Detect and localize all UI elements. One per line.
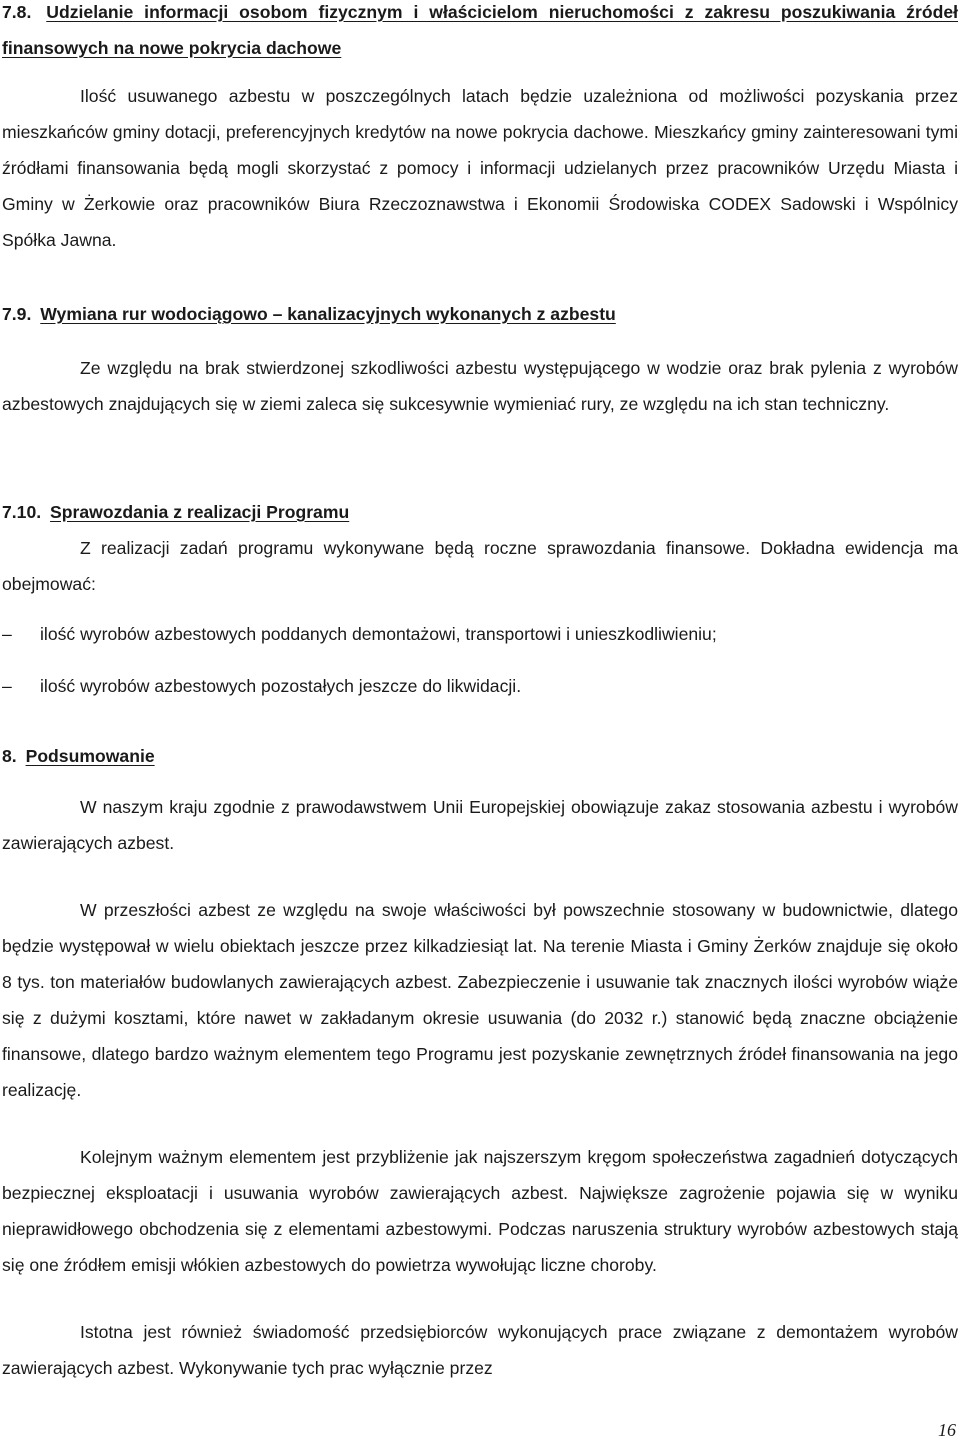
- section-8-body: [2, 789, 958, 1386]
- section-number: 7.8.: [2, 2, 32, 22]
- section-title: Wymiana rur wodociągowo – kanalizacyjnych wykonanych z azbestu: [40, 304, 616, 324]
- section-8: [2, 738, 958, 774]
- section-heading: [2, 0, 958, 66]
- page-number: 16: [938, 1420, 956, 1440]
- list-item-text: ilość wyrobów azbestowych poddanych demontażowi, transportowi i unieszkodliwieniu;: [40, 624, 717, 644]
- paragraph: Istotna jest również świadomość przedsiębiorców wykonujących prace związane z demontażem wyrobów zawierających azbest. Wykonywanie tych prac wyłącznie przez: [2, 1322, 958, 1378]
- paragraph: Ze względu na brak stwierdzonej szkodliwości azbestu występującego w wodzie oraz brak pylenia z wyrobów azbestowych znajdujących się w ziemi zaleca się sukcesywnie wymieniać rury, ze względu na ich stan techniczny.: [2, 358, 958, 414]
- section-number: 7.9.: [2, 304, 32, 324]
- paragraph: W naszym kraju zgodnie z prawodawstwem Unii Europejskiej obowiązuje zakaz stosowania azbestu i wyrobów zawierających azbest.: [2, 797, 958, 853]
- section-number: 7.10.: [2, 502, 42, 522]
- dash-marker: –: [2, 676, 12, 696]
- section-heading: [2, 494, 958, 530]
- section-7-9: [2, 296, 958, 332]
- section-number: 8.: [2, 746, 17, 766]
- paragraph: Ilość usuwanego azbestu w poszczególnych latach będzie uzależniona od możliwości pozyskania przez mieszkańców gminy dotacji, preferencyjnych kredytów na nowe pokrycia dachowe. Mieszkańcy gminy zainteresowani tymi źródłami finansowania będą mogli skorzystać z pomocy i informacji udzielanych przez pracowników Urzędu Miasta i Gminy w Żerkowie oraz pracowników Biura Rzeczoznawstwa i Ekonomii Środowiska CODEX Sadowski i Wspólnicy Spółka Jawna.: [2, 86, 958, 250]
- paragraph: W przeszłości azbest ze względu na swoje właściwości był powszechnie stosowany w budownictwie, dlatego będzie występował w wielu obiektach jeszcze przez kilkadziesiąt lat. Na terenie Miasta i Gminy Żerków znajduje się około 8 tys. ton materiałów budowlanych zawierających azbest. Zabezpieczenie i usuwanie tak znacznych ilości wyrobów wiąże się z dużymi kosztami, które nawet w zakładanym okresie usuwania (do 2032 r.) stanowić będą znaczne obciążenie finansowe, dlatego bardzo ważnym elementem tego Programu jest pozyskanie zewnętrznych źródeł finansowania na jego realizację.: [2, 900, 958, 1100]
- paragraph: Z realizacji zadań programu wykonywane będą roczne sprawozdania finansowe. Dokładna ewidencja ma obejmować:: [2, 538, 958, 594]
- section-7-8: [2, 0, 958, 66]
- section-title: Podsumowanie: [25, 746, 155, 766]
- section-7-8-body: [2, 78, 958, 258]
- section-heading: [2, 738, 958, 774]
- section-heading: [2, 296, 958, 332]
- evidence-list: [2, 616, 958, 704]
- section-title: Udzielanie informacji osobom fizycznym i właścicielom nieruchomości z zakresu poszukiwania źródeł finansowych na nowe pokrycia dachowe: [2, 2, 958, 58]
- section-7-10-body: [2, 530, 958, 602]
- list-item-text: ilość wyrobów azbestowych pozostałych jeszcze do likwidacji.: [40, 676, 522, 696]
- paragraph: Kolejnym ważnym elementem jest przybliżenie jak najszerszym kręgom społeczeństwa zagadnień dotyczących bezpiecznej eksploatacji i usuwania wyrobów zawierających azbest. Największe zagrożenie pojawia się w wyniku nieprawidłowego obchodzenia się z elementami azbestowymi. Podczas naruszenia struktury wyrobów azbestowych stają się one źródłem emisji włókien azbestowych do powietrza wywołując liczne choroby.: [2, 1147, 958, 1275]
- list-item: [2, 668, 958, 704]
- section-7-10: [2, 494, 958, 530]
- list-item: [2, 616, 958, 652]
- section-7-9-body: [2, 350, 958, 422]
- dash-marker: –: [2, 624, 12, 644]
- section-title: Sprawozdania z realizacji Programu: [50, 502, 350, 522]
